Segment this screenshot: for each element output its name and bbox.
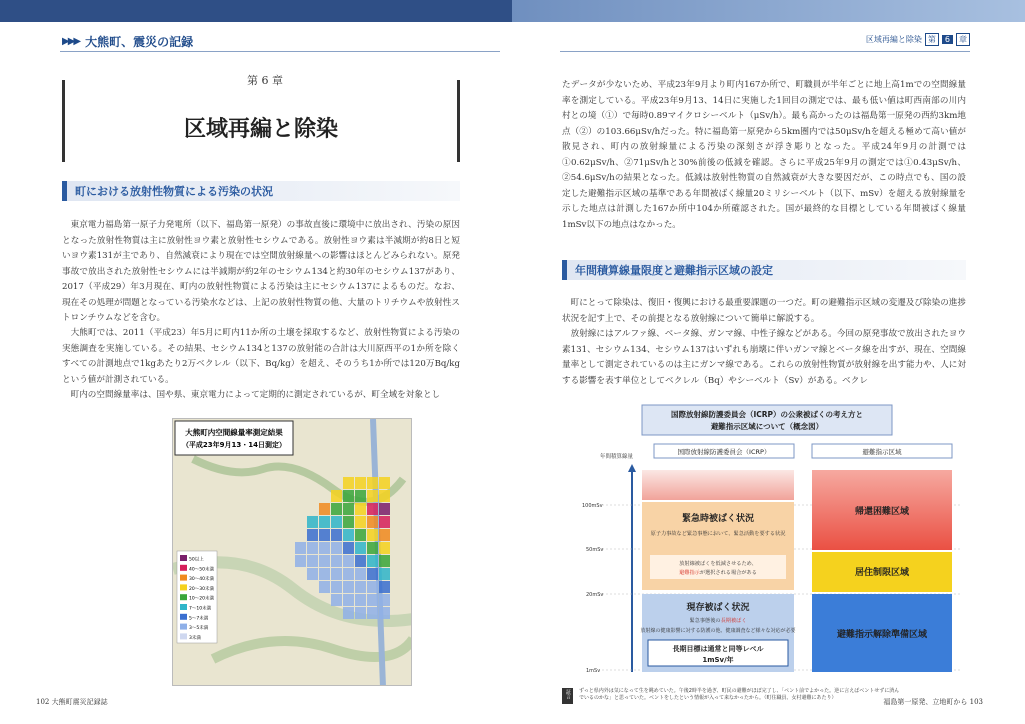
dose-cell [355,503,366,515]
diagram-title-line2: 避難指示区域について（概念図） [710,422,824,431]
dose-cell [367,477,378,489]
triple-arrow-icon: ▶▶▶ [62,36,80,47]
section-heading-1-text: 町における放射性物質による汚染の状況 [75,185,273,198]
dose-cell [355,542,366,554]
footer-left: 102 大熊町震災記録誌 [36,698,108,706]
dose-cell [319,555,330,567]
dose-cell [367,542,378,554]
dose-cell [343,594,354,606]
dose-cell [331,516,342,528]
dose-cell [331,503,342,515]
diagram-title-line1: 国際放射線防護委員会（ICRP）の公衆被ばくの考え方と [670,410,864,419]
section-heading-1 [62,181,460,201]
dose-cell [343,555,354,567]
chapter-title: 区域再編と除染 [183,117,338,142]
emergency-note1: 原子力事故など緊急事態において、緊急活動を要する状況 [650,531,786,537]
section-heading-2 [562,260,966,280]
book-title: 大熊町、震災の記録 [85,35,194,49]
book-title-header [62,33,193,50]
col2-header: 避難指示区域 [862,448,902,456]
map-legend [177,551,217,643]
dose-cell [343,516,354,528]
section-heading-2-text: 年間積算線量限度と避難指示区域の設定 [575,264,773,277]
dose-cell [367,581,378,593]
dose-cell [343,568,354,580]
dose-cell [319,503,330,515]
dose-cell [343,542,354,554]
map-caption-line1: 大熊町内空間線量率測定結果 [185,428,283,437]
dose-cell [355,594,366,606]
testimony-text: ずっと県内外は気になって生を眺めていた。午後2時半を過ぎ、町民の避難がほぼ完了し、「ペント前でよかった。逆に言えばベントせずに済んでいるのかな」と思っていた。ベントをしたという情報が入って来なかったから。（町住職員、女村避難にあたり） [579,688,900,701]
dose-cell [331,581,342,593]
dose-cell [379,594,390,606]
legend-swatch [180,633,187,639]
dose-cell [379,607,390,619]
legend-swatch [180,575,187,581]
tick-20: 20mSv [586,592,604,598]
map-caption-line2: （平成23年9月13・14日測定） [181,441,287,449]
dose-cell [331,568,342,580]
legend-label: 3未満 [189,635,201,641]
legend-label: 7〜10未満 [189,606,212,612]
dose-cell [367,490,378,502]
right-top-paragraph: たデータが少ないため、平成23年9月より町内167か所で、町職員が半年ごとに地上高1mでの空間線量率を測定している。平成23年9月13、14日に実施した1回目の測定では、最も低い値は町西南部の川内村との境（①）で毎時0.89マイクロシーベルト（μSv/h）。最も高かったのは福島第一原発の西約3km地点（②）の103.66μSv/hだった。特に福島第一原発から5km圏内では50μSv/hを超える極めて高い値が散見され、町内の放射線量による汚染の深刻さが浮き彫りとなった。平成24年9月の計測では①0.62μSv/h、②71μSv/hと30%前後の低減を確認。さらに平成25年9月の測定では①0.43μSv/h、②54.6μSv/hの結果となった。低減は放射性物質の自然減衰が大きな要因だが、この時点でも、国の設定した避難指示区域の基準である年間被ばく線量20ミリシーベルト（以下、mSv）を超える放射線量を示した地点は計測した167か所中104か所確認された。国が最終的な目標としている年間被ばく線量1mSv以下の地点はなかった。 [562,80,966,230]
dose-cell [355,555,366,567]
legend-swatch [180,604,187,610]
dose-cell [355,607,366,619]
dose-cell [379,529,390,541]
legend-label: 5〜7未満 [189,616,209,622]
dose-cell [379,516,390,528]
section1-paragraph-2: 大熊町では、2011（平成23）年5月に町内11か所の土壌を採取するなど、放射性物質による汚染の実態調査を実施している。その結果、セシウム134と137の放射能の合計は大川原西平の1か所を除くすべての計測地点で1kgあたり2万ベクレル（以下、Bq/kg）を超え、そのうち1か所では120万Bq/kgという値が計測されている。 [62,328,460,385]
section2-paragraph-1: 町にとって除染は、復旧・復興における最重要課題の一つだ。町の避難指示区域の変遷及び除染の進捗状況を記す上で、その前提となる放射線について簡単に解説する。 [562,298,966,324]
dose-cell [367,516,378,528]
section1-paragraph-1: 東京電力福島第一原子力発電所（以下、福島第一原発）の事故直後に環境中に放出され、汚染の原因となった放射性物質は主に放射性ヨウ素と放射性セシウムである。放射性ヨウ素は半減期が約8日と短いヨウ素131が主であり、自然減衰により現在では空間放射線量への影響はほとんどみられない。原発事故で放出された放射性セシウムには半減期が約2年のセシウム134と約30年のセシウム137があり、2017（平成29）年3月現在、町内の放射性物質による汚染は主にセシウム137によるものだ。なお、現在その処理が問題となっている汚染水などは、上記の放射性物質の他、大量のトリチウムや放射性ストロンチウムなどを含む。 [62,220,460,323]
long-term-line2: 1mSv/年 [702,656,734,664]
legend-label: 20〜30未満 [189,586,214,592]
emergency-note2a: 放射線被ばくを低減させるため、 [679,561,757,567]
legend-swatch [180,565,187,571]
dose-cell [367,555,378,567]
section-label: 区域再編と除染 [865,35,922,44]
chapter-number: 6 [942,35,953,44]
emergency-note2: 避難指示が選択される場合がある [679,570,757,576]
chapter-suffix: 章 [956,33,970,46]
dose-cell [367,607,378,619]
legend-label: 30〜40未満 [189,577,214,583]
icrp-concept-diagram [562,402,966,682]
dose-cell [307,529,318,541]
long-term-line1: 長期目標は通常と同等レベル [672,645,764,653]
dose-cell [379,555,390,567]
legend-swatch [180,584,187,590]
dose-cell [355,581,366,593]
tick-1: 1mSv [586,668,601,674]
dose-cell [331,490,342,502]
tick-50: 50mSv [586,547,604,553]
dose-cell [379,542,390,554]
section-header [866,33,970,46]
icrp-top-band [642,470,794,500]
col1-header: 国際放射線防護委員会（ICRP） [677,448,771,456]
dose-cell [295,555,306,567]
footer-right: 福島第一原発、立地町から 103 [883,698,983,706]
dose-cell [355,490,366,502]
dose-cell [379,503,390,515]
dose-cell [319,581,330,593]
legend-swatch [180,594,187,600]
dose-cell [379,568,390,580]
axis-arrow-icon [628,464,636,472]
existing-title: 現存被ばく状況 [686,603,750,613]
dose-rate-map [172,418,412,686]
dose-cell [331,594,342,606]
zone1-label: 帰還困難区域 [854,507,910,517]
dose-cell [355,568,366,580]
dose-cell [319,529,330,541]
legend-label: 40〜50未満 [189,567,214,573]
dose-cell [367,529,378,541]
dose-cell [331,542,342,554]
dose-cell [307,568,318,580]
dose-cell [355,529,366,541]
section2-paragraph-2: 放射線にはアルファ線、ベータ線、ガンマ線、中性子線などがある。今回の原発事故で放出されたヨウ素131、セシウム134、セシウム137はいずれも崩壊に伴いガンマ線とベータ線を出すが、現在、空間線量率として測定されているのは主にガンマ線である。これらの放射性物質が放射線を出す能力や、人に対する影響を表す単位としてベクレル（Bq）やシーベルト（Sv）がある。ベクレ [562,329,966,386]
existing-note1: 緊急事態後の長期被ばく [689,618,747,624]
dose-cell [355,477,366,489]
dose-cell [331,529,342,541]
header-rule-right [560,51,970,52]
header-rule-left [60,51,500,52]
map-caption-box [175,421,293,455]
dose-cell [307,516,318,528]
chapter-prefix: 第 [925,33,939,46]
dose-cell [379,477,390,489]
dose-cell [343,581,354,593]
dose-cell [343,529,354,541]
section1-paragraph-3: 町内の空間線量率は、国や県、東京電力によって定期的に測定されているが、町全域を対象とし [70,390,441,400]
dose-cell [379,581,390,593]
diagram-axis-label: 年間積算線量 [600,454,634,460]
dose-cell [367,568,378,580]
dose-cell [343,490,354,502]
dose-cell [367,503,378,515]
dose-cell [355,516,366,528]
legend-label: 10〜20未満 [189,596,214,602]
legend-swatch [180,624,187,630]
dose-cell [367,594,378,606]
dose-cell [331,555,342,567]
chapter-label: 第 6 章 [225,72,305,88]
legend-label: 3〜5未満 [189,626,209,632]
dose-cell [319,542,330,554]
dose-cell [307,542,318,554]
legend-label: 50以上 [189,557,204,563]
legend-swatch [180,555,187,561]
zone3-label: 避難指示解除準備区域 [836,630,928,640]
emergency-title: 緊急時被ばく状況 [681,514,755,524]
dose-cell [307,555,318,567]
dose-cell [343,607,354,619]
top-color-bar [0,0,1025,22]
testimony-note [562,688,902,704]
dose-cell [319,516,330,528]
legend-swatch [180,614,187,620]
dose-cell [379,490,390,502]
dose-cell [343,477,354,489]
zone2-label: 居住制限区域 [854,568,910,578]
dose-cell [343,503,354,515]
dose-cell [319,568,330,580]
dose-cell [295,542,306,554]
testimony-tag: 証言 [562,688,573,704]
tick-100: 100mSv [582,503,603,509]
existing-note2: 放射線の健康影響に対する防護の他、健康調査など様々な対応が必要 [640,628,796,634]
